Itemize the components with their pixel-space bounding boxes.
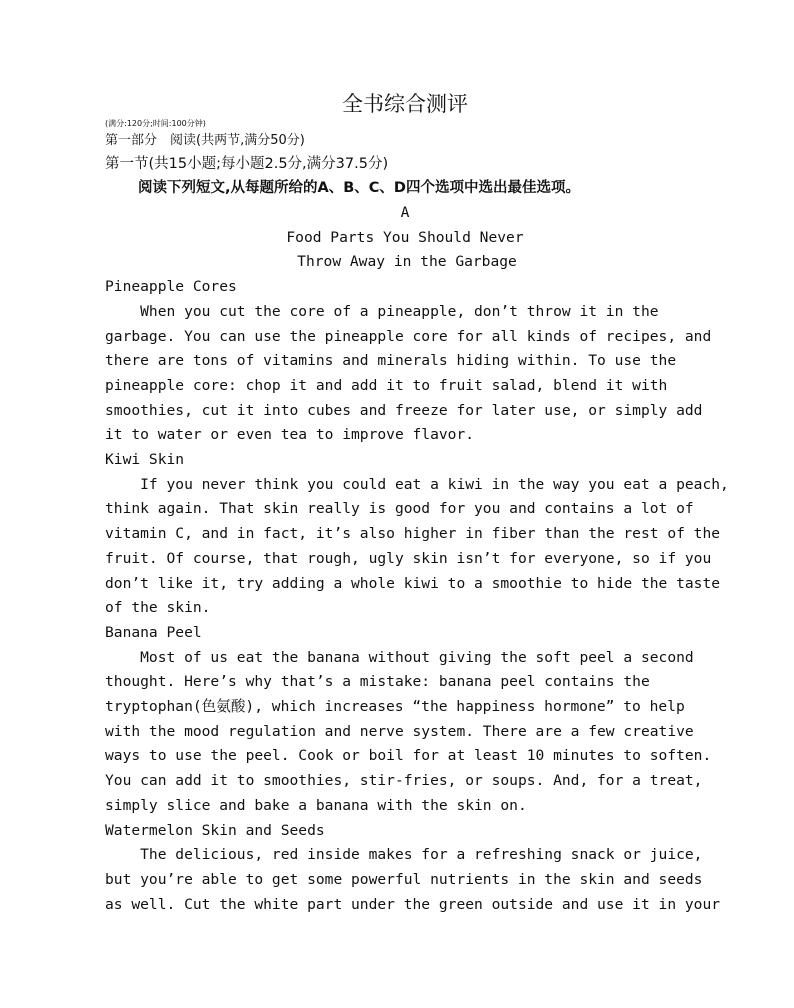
- text-line: thought. Here’s why that’s a mistake: banana peel contains the: [105, 673, 650, 691]
- exam-page: [105, 88, 729, 917]
- passage-title-line-2: Throw Away in the Garbage: [297, 253, 517, 271]
- text-line: of the skin.: [105, 599, 211, 617]
- text-line: If you never think you could eat a kiwi in the way you eat a peach,: [105, 475, 729, 493]
- text-line: You can add it to smoothies, stir-fries, or soups. And, for a treat,: [105, 772, 703, 790]
- section-paragraph: [105, 300, 712, 448]
- exam-meta: (满分:120分;时间:100分钟): [105, 119, 206, 128]
- text-line: it to water or even tea to improve flavor.: [105, 426, 475, 444]
- section-heading: 第一节(共15小题;每小题2.5分,满分37.5分): [105, 156, 389, 172]
- text-line: smoothies, cut it into cubes and freeze for later use, or simply add: [105, 401, 703, 419]
- passage-title-line-1: Food Parts You Should Never: [286, 228, 524, 246]
- part-heading: 第一部分 阅读(共两节,满分50分): [105, 133, 305, 148]
- section-title: Pineapple Cores: [105, 278, 237, 296]
- text-line: vitamin C, and in fact, it’s also higher in fiber than the rest of the: [105, 525, 721, 543]
- text-line: don’t like it, try adding a whole kiwi to a smoothie to hide the taste: [105, 574, 721, 592]
- text-line: simply slice and bake a banana with the skin on.: [105, 796, 527, 814]
- text-line: garbage. You can use the pineapple core for all kinds of recipes, and: [105, 327, 712, 345]
- text-line: When you cut the core of a pineapple, don’t throw it in the: [105, 302, 659, 320]
- text-line: but you’re able to get some powerful nutrients in the skin and seeds: [105, 870, 703, 888]
- text-line: Most of us eat the banana without giving the soft peel a second: [105, 648, 694, 666]
- section-title: Kiwi Skin: [105, 451, 185, 469]
- text-line: The delicious, red inside makes for a refreshing snack or juice,: [105, 846, 703, 864]
- text-line: with the mood regulation and nerve system. There are a few creative: [105, 722, 694, 740]
- section-paragraph: [105, 843, 721, 917]
- text-line: think again. That skin really is good for you and contains a lot of: [105, 500, 694, 518]
- text-line: tryptophan(色氨酸), which increases “the happiness hormone” to help: [105, 698, 685, 716]
- passage-label: A: [400, 204, 410, 221]
- text-line: as well. Cut the white part under the green outside and use it in your: [105, 895, 721, 913]
- text-line: ways to use the peel. Cook or boil for at least 10 minutes to soften.: [105, 747, 712, 765]
- section-paragraph: [105, 646, 712, 819]
- text-line: fruit. Of course, that rough, ugly skin isn’t for everyone, so if you: [105, 549, 712, 567]
- page-title: 全书综合测评: [342, 92, 468, 116]
- text-line: there are tons of vitamins and minerals hiding within. To use the: [105, 352, 677, 370]
- section-paragraph: [105, 473, 729, 621]
- passage-body: [105, 275, 729, 917]
- instruction-text: 阅读下列短文,从每题所给的A、B、C、D四个选项中选出最佳选项。: [138, 180, 580, 196]
- section-title: Watermelon Skin and Seeds: [105, 821, 325, 839]
- text-line: pineapple core: chop it and add it to fruit salad, blend it with: [105, 376, 668, 394]
- section-title: Banana Peel: [105, 623, 202, 641]
